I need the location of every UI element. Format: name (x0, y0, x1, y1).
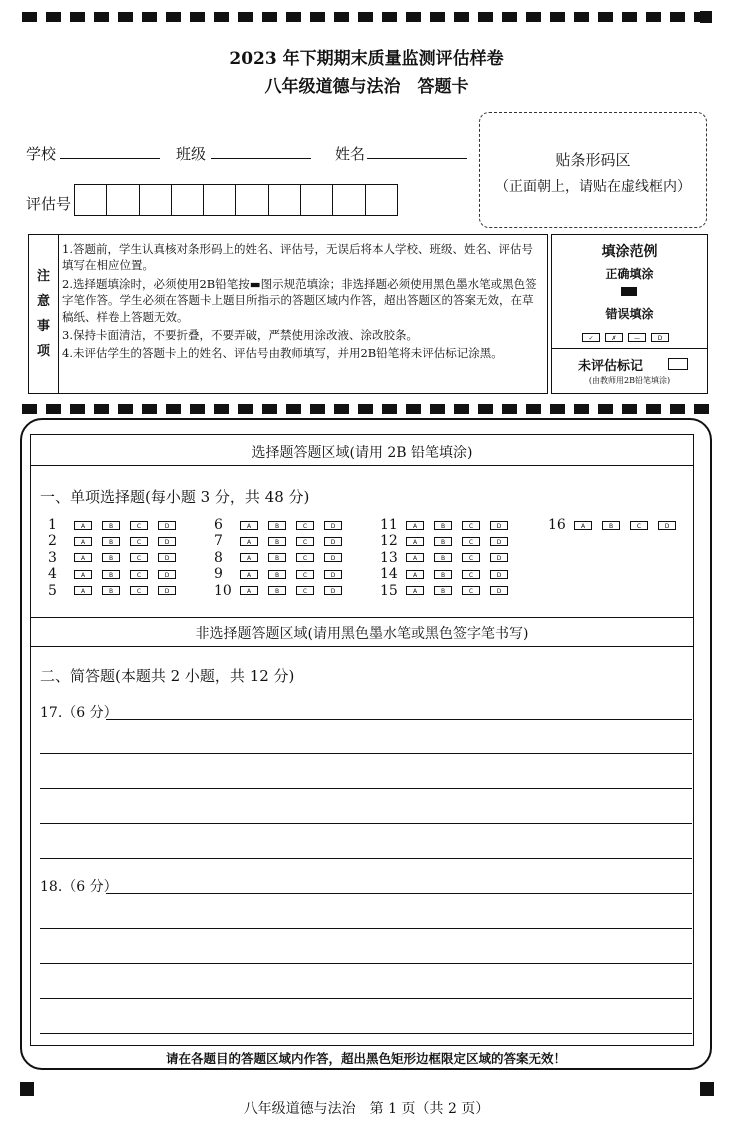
notice-char: 注 (36, 269, 50, 284)
wrong-mark-cross: ✗ (605, 333, 623, 342)
answer-bubble-b[interactable]: B (434, 521, 452, 530)
answer-bubble-d[interactable]: D (490, 553, 508, 562)
answer-bubble-a[interactable]: A (406, 537, 424, 546)
answer-bubble-c[interactable]: C (296, 553, 314, 562)
choice-question-row (48, 566, 186, 582)
answer-line[interactable] (40, 753, 692, 754)
answer-bubble-c[interactable]: C (130, 586, 148, 595)
answer-bubble-b[interactable]: B (434, 537, 452, 546)
question-number: 15 (380, 582, 398, 599)
notice-char: 项 (36, 344, 50, 359)
answer-bubble-a[interactable]: A (74, 586, 92, 595)
choice-section-header: 选择题答题区域(请用 2B 铅笔填涂) (251, 445, 473, 461)
answer-line[interactable] (106, 893, 692, 894)
answer-bubble-c[interactable]: C (130, 537, 148, 546)
answer-bubble-c[interactable]: C (462, 521, 480, 530)
answer-bubble-b[interactable]: B (268, 586, 286, 595)
question-number: 1 (48, 517, 57, 533)
answer-bubble-d[interactable]: D (490, 570, 508, 579)
notice-side-label (29, 235, 59, 393)
answer-bubble-c[interactable]: C (296, 586, 314, 595)
correct-fill-label: 正确填涂 (605, 267, 654, 281)
choice-question-row (214, 550, 352, 566)
wrong-mark-dash: — (628, 333, 646, 342)
notice-item: 4.未评估学生的答题卡上的姓名、评估号由教师填写，并用2B铅笔将未评估标记涂黑。 (62, 346, 503, 361)
id-label: 评估号 (26, 195, 72, 213)
school-label: 学校 (26, 145, 57, 163)
fill-example-title: 填涂范例 (601, 244, 658, 260)
answer-bubble-b[interactable]: B (102, 521, 120, 530)
answer-bubble-a[interactable]: A (240, 586, 258, 595)
question-number: 9 (214, 566, 223, 583)
answer-bubble-c[interactable]: C (130, 570, 148, 579)
free-response-header: 非选择题答题区域(请用黑色墨水笔或黑色签字笔书写) (195, 626, 529, 642)
exam-title: 2023 年下期期末质量监测评估样卷 (229, 49, 504, 69)
question-number: 11 (380, 517, 398, 533)
top-timing-marks (22, 12, 712, 22)
answer-bubble-a[interactable]: A (406, 586, 424, 595)
answer-bubble-c[interactable]: C (630, 521, 648, 530)
choice-question-row (214, 517, 352, 533)
answer-bubble-b[interactable]: B (434, 586, 452, 595)
choice-question-row (380, 533, 518, 549)
answer-bubble-a[interactable]: A (74, 521, 92, 530)
exam-subtitle: 八年级道德与法治 答题卡 (264, 77, 469, 97)
choice-question-row (48, 533, 186, 549)
answer-bubble-a[interactable]: A (406, 570, 424, 579)
answer-line[interactable] (40, 1033, 692, 1034)
answer-bubble-d[interactable]: D (490, 586, 508, 595)
answer-bubble-a[interactable]: A (240, 537, 258, 546)
choice-heading: 一、单项选择题(每小题 3 分，共 48 分) (40, 488, 310, 506)
correct-fill-mark (621, 287, 637, 296)
wrong-fill-marks (582, 327, 674, 346)
unassessed-label: 未评估标记 (578, 359, 644, 374)
question-number: 6 (214, 517, 223, 533)
choice-question-row (48, 517, 186, 533)
question-number: 2 (48, 533, 57, 550)
choice-question-row (48, 550, 186, 566)
answer-bubble-d[interactable]: D (158, 537, 176, 546)
answer-bubble-d[interactable]: D (324, 586, 342, 595)
wrong-mark-check: ✓ (582, 333, 600, 342)
answer-bubble-c[interactable]: C (296, 570, 314, 579)
choice-question-row (380, 566, 518, 582)
notice-box (28, 234, 548, 394)
out-of-bounds-warning: 请在各题目的答题区域内作答，超出黑色矩形边框限定区域的答案无效！ (165, 1051, 566, 1066)
answer-bubble-d[interactable]: D (158, 553, 176, 562)
answer-bubble-c[interactable]: C (462, 537, 480, 546)
question-number: 3 (48, 549, 57, 566)
answer-bubble-a[interactable]: A (240, 521, 258, 530)
choice-question-row (214, 566, 352, 582)
barcode-title: 贴条形码区 (555, 151, 631, 169)
answer-bubble-b[interactable]: B (268, 553, 286, 562)
notice-item: 2.选择题填涂时，必须使用2B铅笔按▬图示规范填涂；非选择题必须使用黑色墨水笔或黑色签字笔作答。学生必须在答题卡上题目所指示的答题区域内作答，超出答题区的答案无效，在草稿纸、样卷上答题无效。 (62, 276, 537, 324)
answer-bubble-b[interactable]: B (102, 537, 120, 546)
answer-bubble-d[interactable]: D (158, 570, 176, 579)
answer-line[interactable] (40, 823, 692, 824)
notice-item: 3.保持卡面清洁，不要折叠，不要弄破，严禁使用涂改液、涂改胶条。 (62, 328, 418, 343)
answer-bubble-d[interactable]: D (324, 553, 342, 562)
answer-bubble-b[interactable]: B (102, 586, 120, 595)
divider (30, 646, 694, 647)
question-18-label: 18.（6 分） (40, 879, 118, 895)
answer-line[interactable] (40, 858, 692, 859)
choice-question-row (380, 517, 518, 533)
question-number: 4 (48, 566, 57, 583)
answer-bubble-c[interactable]: C (462, 586, 480, 595)
answer-bubble-c[interactable]: C (130, 553, 148, 562)
choice-question-row (380, 550, 518, 566)
answer-bubble-d[interactable]: D (658, 521, 676, 530)
notice-char: 事 (36, 319, 50, 334)
question-number: 13 (380, 549, 398, 566)
choice-question-row (214, 533, 352, 549)
divider (30, 617, 694, 618)
question-number: 14 (380, 566, 398, 583)
fill-example-box (551, 234, 708, 394)
school-field[interactable] (60, 158, 160, 159)
question-17-label: 17.（6 分） (40, 705, 118, 721)
answer-bubble-a[interactable]: A (574, 521, 592, 530)
answer-bubble-c[interactable]: C (130, 521, 148, 530)
notice-item: 1.答题前，学生认真核对条形码上的姓名、评估号，无误后将本人学校、班级、姓名、评估号填写在相应位置。 (62, 242, 533, 273)
choice-question-row (214, 583, 352, 599)
choice-question-row (48, 583, 186, 599)
answer-bubble-c[interactable]: C (462, 570, 480, 579)
answer-bubble-b[interactable]: B (268, 537, 286, 546)
answer-bubble-a[interactable]: A (240, 553, 258, 562)
name-label: 姓名 (335, 145, 366, 163)
answer-bubble-b[interactable]: B (102, 553, 120, 562)
barcode-instruction: （正面朝上，请贴在虚线框内） (495, 179, 691, 195)
class-field[interactable] (211, 158, 311, 159)
choice-question-row (548, 517, 686, 533)
middle-timing-marks (22, 404, 712, 414)
answer-bubble-c[interactable]: C (296, 537, 314, 546)
fill-divider (552, 348, 707, 349)
answer-bubble-d[interactable]: D (158, 586, 176, 595)
answer-bubble-d[interactable]: D (324, 537, 342, 546)
answer-bubble-d[interactable]: D (324, 570, 342, 579)
answer-bubble-a[interactable]: A (240, 570, 258, 579)
question-number: 8 (214, 549, 223, 566)
notice-char: 意 (36, 294, 50, 309)
answer-line[interactable] (40, 998, 692, 999)
answer-bubble-d[interactable]: D (490, 521, 508, 530)
choice-question-row (380, 583, 518, 599)
answer-bubble-c[interactable]: C (296, 521, 314, 530)
barcode-area (479, 112, 707, 228)
id-number-boxes[interactable] (74, 184, 398, 216)
corner-mark-bottom-left (20, 1082, 34, 1096)
answer-bubble-d[interactable]: D (490, 537, 508, 546)
answer-line[interactable] (40, 788, 692, 789)
answer-bubble-b[interactable]: B (602, 521, 620, 530)
answer-line[interactable] (40, 963, 692, 964)
question-number: 5 (48, 582, 57, 599)
answer-bubble-b[interactable]: B (268, 521, 286, 530)
corner-mark-bottom-right (700, 1082, 714, 1096)
unassessed-note: (由教师用2B铅笔填涂) (588, 376, 671, 385)
class-label: 班级 (176, 145, 207, 163)
divider (30, 465, 694, 466)
short-answer-heading: 二、简答题(本题共 2 小题，共 12 分) (40, 667, 295, 685)
answer-bubble-a[interactable]: A (74, 570, 92, 579)
question-number: 16 (548, 517, 566, 533)
answer-bubble-b[interactable]: B (434, 570, 452, 579)
page-footer: 八年级道德与法治 第 1 页（共 2 页） (243, 1101, 490, 1117)
answer-bubble-a[interactable]: A (74, 537, 92, 546)
answer-bubble-c[interactable]: C (462, 553, 480, 562)
answer-bubble-b[interactable]: B (434, 553, 452, 562)
question-number: 7 (214, 533, 223, 550)
unassessed-box[interactable] (668, 358, 688, 370)
question-number: 10 (214, 582, 232, 599)
answer-bubble-d[interactable]: D (158, 521, 176, 530)
answer-bubble-a[interactable]: A (406, 521, 424, 530)
answer-bubble-b[interactable]: B (268, 570, 286, 579)
wrong-mark-d: D (651, 333, 669, 342)
answer-bubble-a[interactable]: A (74, 553, 92, 562)
answer-line[interactable] (106, 719, 692, 720)
notice-items (62, 241, 541, 362)
answer-bubble-b[interactable]: B (102, 570, 120, 579)
name-field[interactable] (367, 158, 467, 159)
answer-line[interactable] (40, 928, 692, 929)
corner-mark-top-right (700, 11, 712, 23)
answer-bubble-d[interactable]: D (324, 521, 342, 530)
answer-bubble-a[interactable]: A (406, 553, 424, 562)
question-number: 12 (380, 533, 398, 550)
wrong-fill-label: 错误填涂 (605, 307, 654, 321)
